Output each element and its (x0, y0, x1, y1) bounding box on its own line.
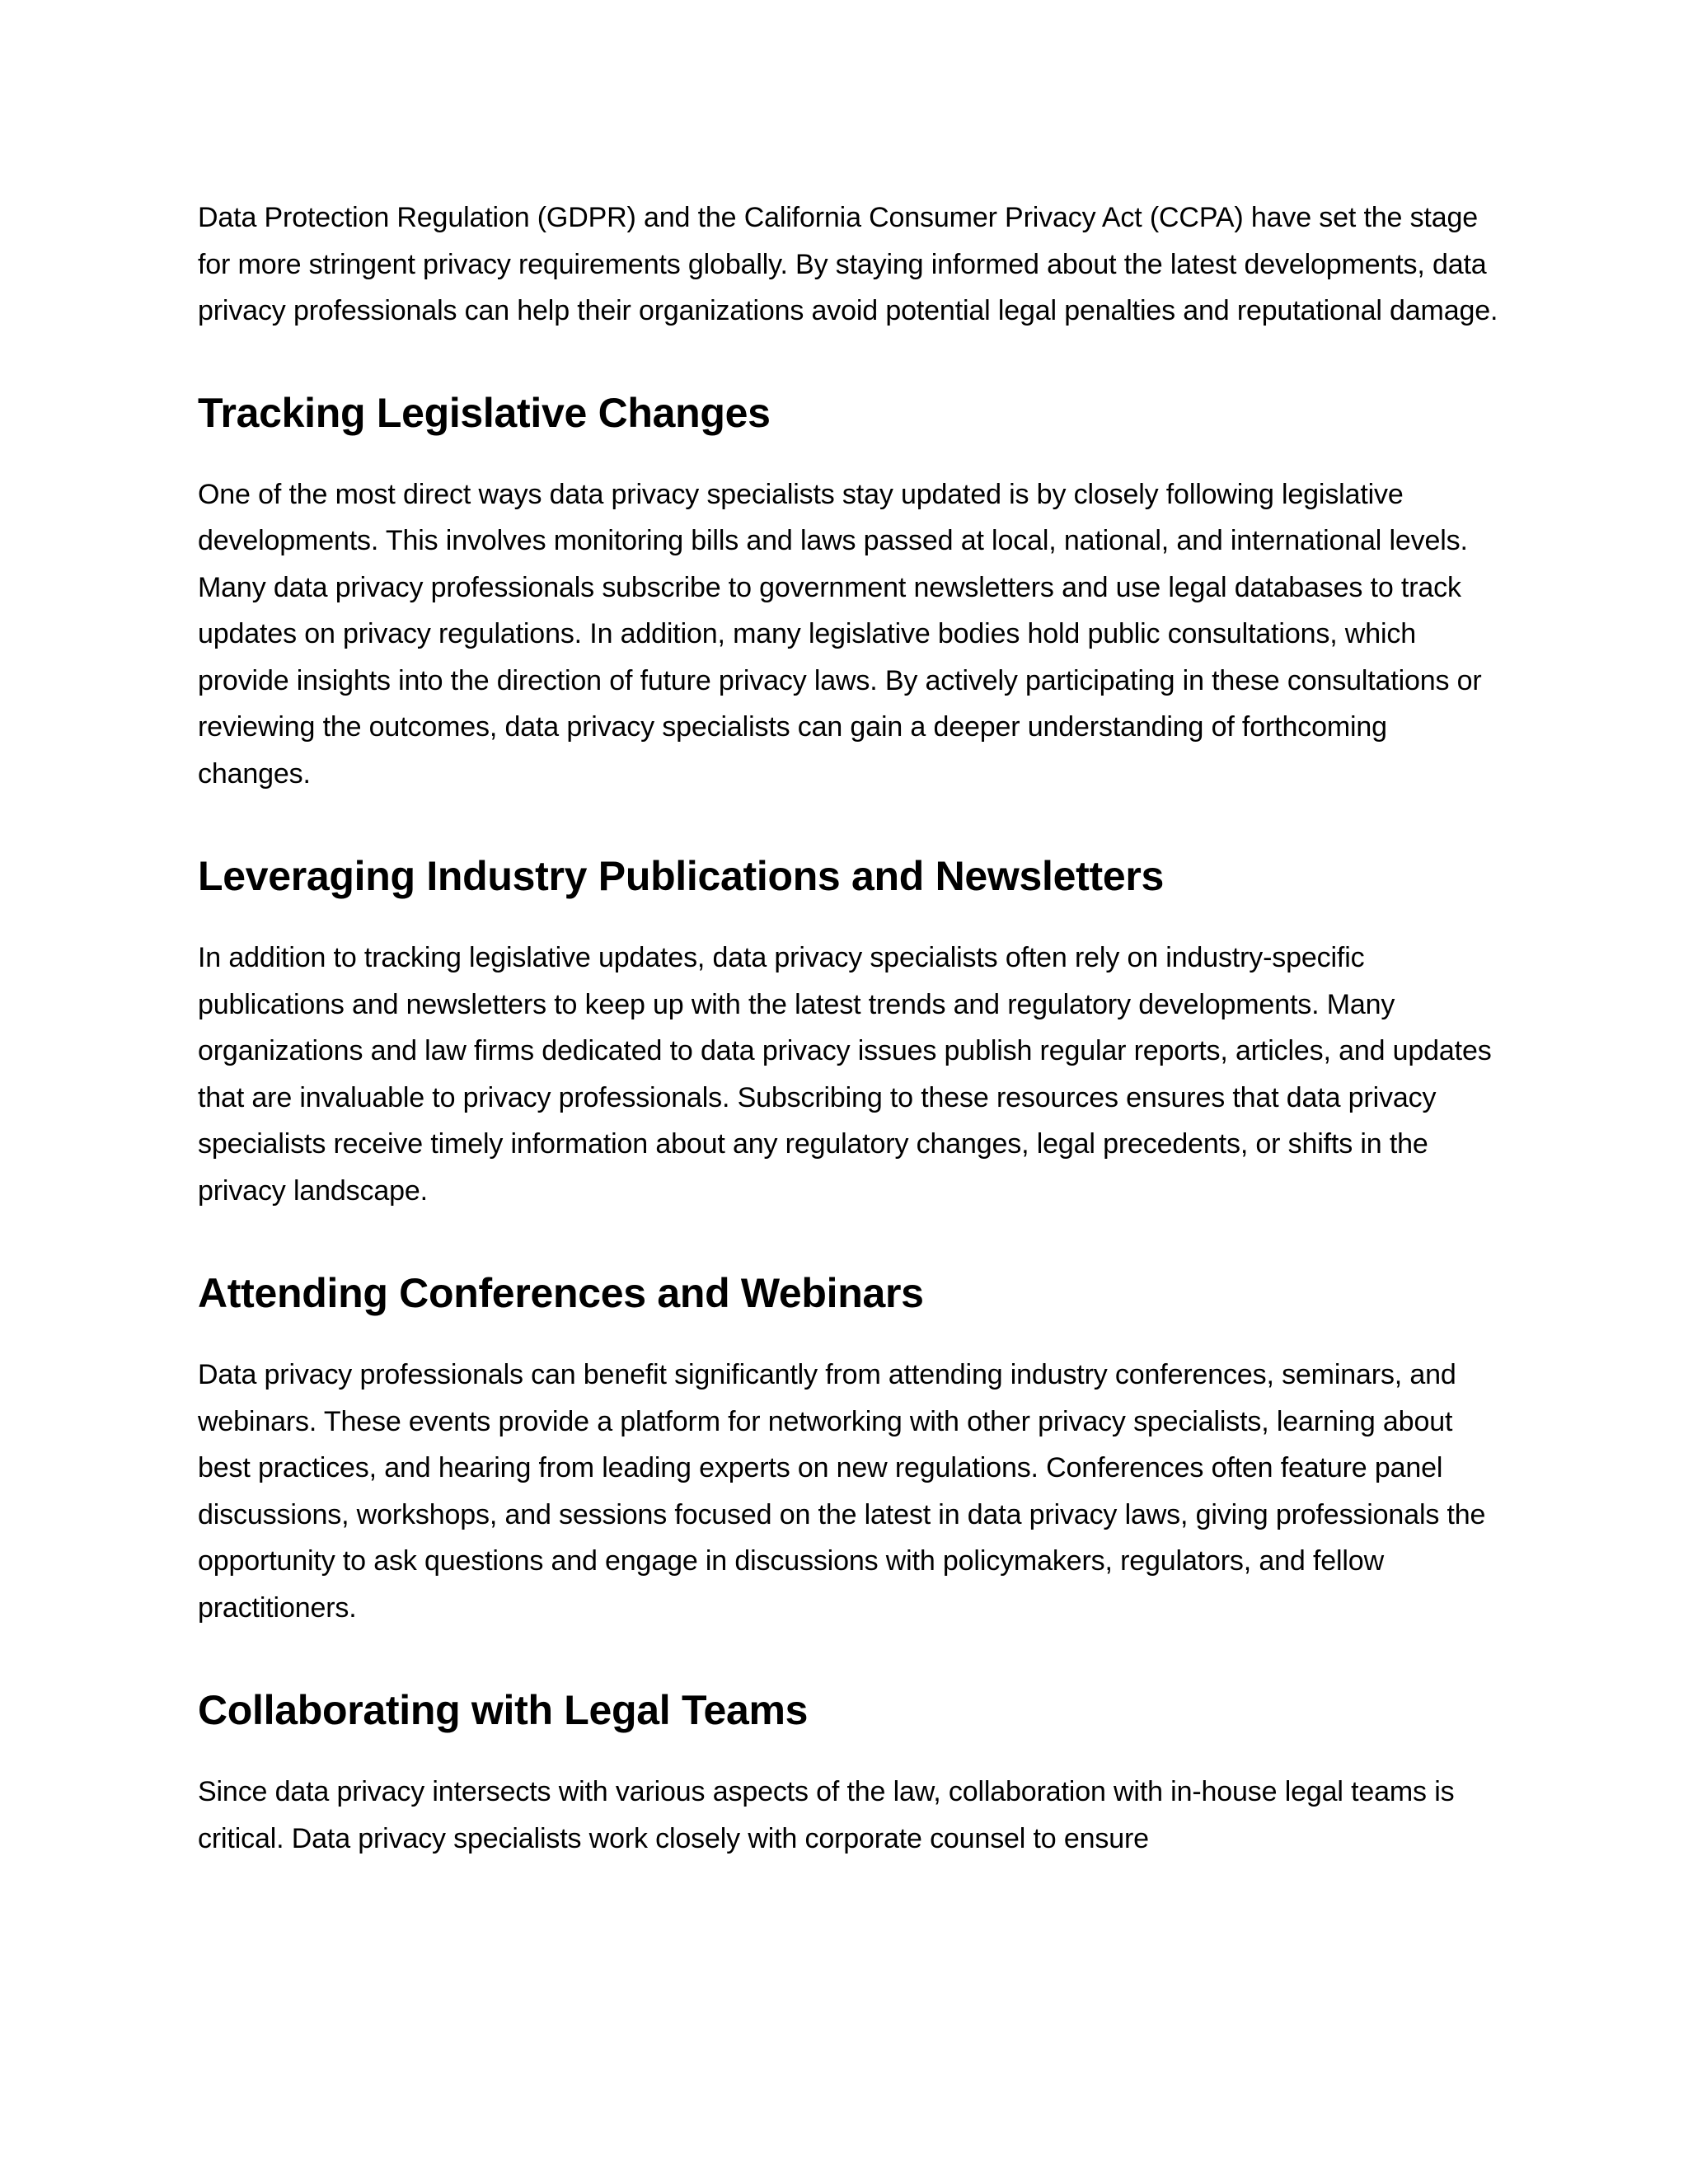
section-paragraph-legal-teams: Since data privacy intersects with various aspects of the law, collaboration with in-house legal teams is critical. Data privacy specialists work closely with corporate counsel to ensure (198, 1776, 1455, 1854)
section-heading-industry-publications: Leveraging Industry Publications and Newsletters (198, 853, 1165, 899)
section-paragraph-tracking-legislative-changes: One of the most direct ways data privacy specialists stay updated is by closely following legislative developments. This involves monitoring bills and laws passed at local, national, and international levels. Many data privacy professionals subscribe to government newsletters and use legal databases to track updates on privacy regulations. In addition, many legislative bodies hold public consultations, which provide insights into the direction of future privacy laws. By actively participating in these consultations or reviewing the outcomes, data privacy specialists can gain a deeper understanding of forthcoming changes. (198, 478, 1482, 790)
document-page (198, 194, 1500, 1862)
section-heading-conferences-webinars: Attending Conferences and Webinars (198, 1270, 924, 1316)
section-paragraph-conferences-webinars: Data privacy professionals can benefit significantly from attending industry conferences, seminars, and webinars. These events provide a platform for networking with other privacy specialists, learning about best practices, and hearing from leading experts on new regulations. Conferences often feature panel discussions, workshops, and sessions focused on the latest in data privacy laws, giving professionals the opportunity to ask questions and engage in discussions with policymakers, regulators, and fellow practitioners. (198, 1359, 1486, 1624)
section-heading-tracking-legislative-changes: Tracking Legislative Changes (198, 389, 771, 436)
section-heading-legal-teams: Collaborating with Legal Teams (198, 1687, 809, 1733)
intro-paragraph: Data Protection Regulation (GDPR) and the California Consumer Privacy Act (CCPA) have set the stage for more stringent privacy requirements globally. By staying informed about the latest developments, data privacy professionals can help their organizations avoid potential legal penalties and reputational damage. (198, 202, 1498, 326)
section-paragraph-industry-publications: In addition to tracking legislative updates, data privacy specialists often rely on industry-specific publications and newsletters to keep up with the latest trends and regulatory developments. Many organizations and law firms dedicated to data privacy issues publish regular reports, articles, and updates that are invaluable to privacy professionals. Subscribing to these resources ensures that data privacy specialists receive timely information about any regulatory changes, legal precedents, or shifts in the privacy landscape. (198, 942, 1492, 1207)
